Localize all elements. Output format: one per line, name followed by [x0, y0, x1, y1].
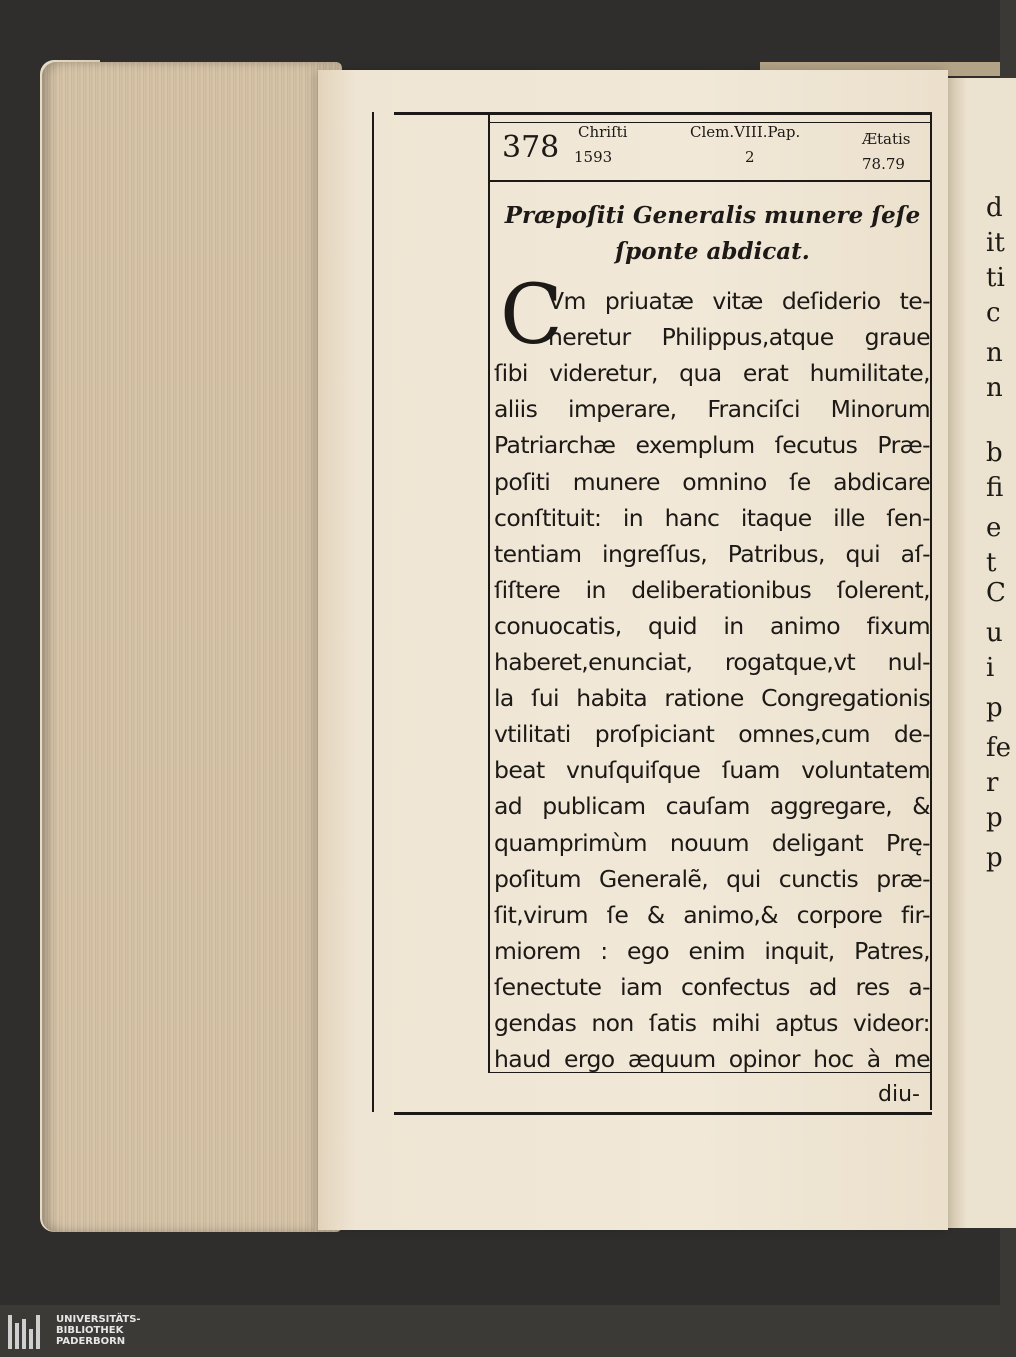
body-line: poſiti munere omnino ſe abdicare	[494, 467, 930, 496]
right-page-fragment: fe	[986, 733, 1012, 763]
body-line: miorem : ego enim inquit, Patres,	[494, 936, 930, 965]
header-pope-year: 2	[745, 148, 755, 166]
body-line: ſit,virum ſe & animo,& corpore fir-	[494, 900, 930, 929]
library-name-line-1: UNIVERSITÄTS-	[56, 1314, 141, 1325]
right-page-fragment: n	[986, 338, 1003, 368]
right-page-fragment: e	[986, 513, 1002, 543]
body-line: vtilitati proſpiciant omnes,cum de-	[494, 720, 930, 749]
library-name-line-2: BIBLIOTHEK	[56, 1325, 124, 1336]
body-line: Vm priuatæ vitæ deſiderio te-	[548, 287, 930, 315]
body-line: tentiam ingreſſus, Patribus, qui aſ-	[494, 539, 930, 568]
frame-right	[930, 112, 932, 1110]
frame-top-rule	[394, 112, 932, 115]
right-page	[946, 78, 1016, 1228]
header-aetatis: Ætatis	[862, 130, 911, 148]
right-page-fragment: fi	[986, 473, 1004, 503]
body-line: la ſui habita ratione Congregationis	[494, 684, 930, 713]
frame-left-inner	[488, 112, 490, 1072]
right-page-fragment: d	[986, 193, 1003, 223]
body-line: ſenectute iam confectus ad res a-	[494, 972, 930, 1001]
frame-left-outer	[372, 112, 374, 1112]
right-page-fragment: it	[986, 228, 1005, 258]
body-line: haud ergo æquum opinor hoc à me	[494, 1045, 930, 1074]
right-page-fragment: t	[986, 548, 997, 578]
header-bottom-rule	[490, 180, 932, 182]
right-page-fragment: u	[986, 618, 1003, 648]
body-line: quamprimùm nouum deligant Prę-	[494, 828, 930, 857]
right-page-fragment: r	[986, 768, 999, 798]
body-line: neretur Philippus,atque graue	[548, 323, 930, 352]
right-page-fragment: i	[986, 653, 995, 683]
body-line: conuocatis, quid in animo fixum	[494, 611, 930, 640]
body-line: ſibi videretur, qua erat humilitate,	[494, 359, 930, 388]
drop-cap: C	[500, 268, 563, 363]
section-title-line-2: ſponte abdicat.	[615, 238, 810, 265]
header-pope: Clem.VIII.Pap.	[690, 123, 801, 141]
page-number: 378	[502, 130, 560, 165]
header-christi: Chriſti	[578, 123, 628, 141]
section-title-line-1: Præpoſiti Generalis munere ſeſe	[504, 202, 921, 229]
catchword: diu-	[878, 1082, 920, 1107]
right-page-fragment: ti	[986, 263, 1005, 293]
body-line: poſitum Generalẽ, qui cunctis præ-	[494, 864, 930, 893]
body-line: haberet,enunciat, rogatque,vt nul-	[494, 648, 930, 676]
body-line: conſtituit: in hanc itaque ille ſen-	[494, 503, 930, 532]
page-fore-edge	[42, 62, 342, 1232]
library-logo-icon	[8, 1315, 50, 1349]
body-line: Patriarchæ exemplum ſecutus Præ-	[494, 431, 930, 460]
right-page-fragment: b	[986, 438, 1003, 468]
body-line: ſiſtere in deliberationibus ſolerent,	[494, 575, 930, 604]
library-name	[56, 1314, 141, 1347]
body-line: beat vnuſquiſque ſuam voluntatem	[494, 756, 930, 785]
body-line: ad publicam cauſam aggregare, &	[494, 792, 930, 821]
right-page-fragment: c	[986, 298, 1001, 328]
header-year: 1593	[574, 148, 613, 166]
library-name-line-3: PADERBORN	[56, 1336, 126, 1347]
body-line: gendas non ſatis mihi aptus videor:	[494, 1009, 930, 1037]
body-line: aliis imperare, Franciſci Minorum	[494, 395, 930, 424]
footer-bar	[0, 1305, 1000, 1357]
right-page-fragment: p	[986, 803, 1003, 833]
frame-bottom-rule	[394, 1112, 932, 1115]
header-age: 78.79	[862, 155, 905, 173]
right-page-fragment: p	[986, 693, 1003, 723]
right-page-fragment: C	[986, 578, 1006, 608]
right-page-fragment: n	[986, 373, 1003, 403]
right-page-fragment: p	[986, 843, 1003, 873]
